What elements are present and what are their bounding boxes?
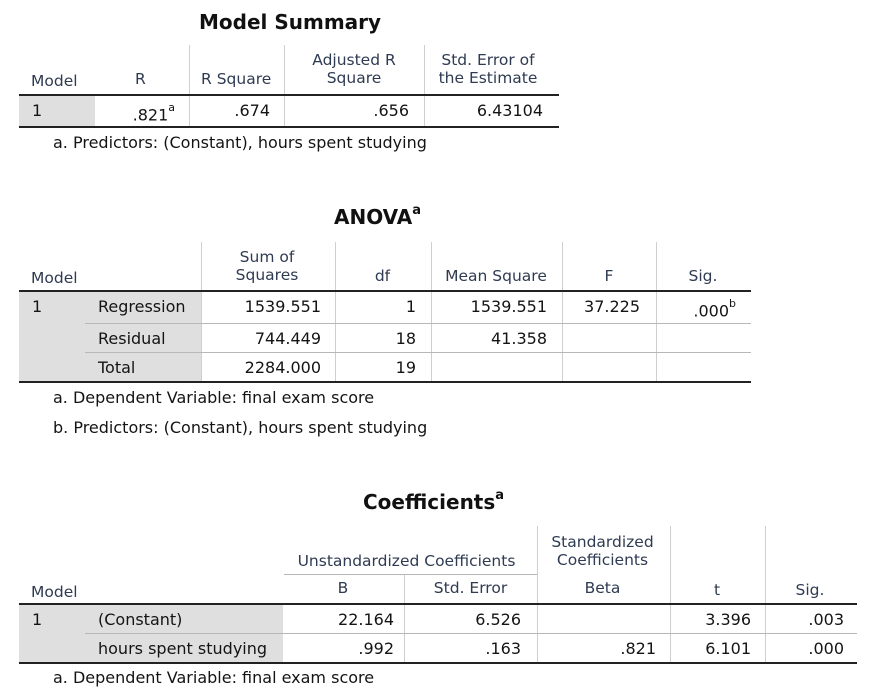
ms-cell-model: 1: [32, 101, 43, 120]
ms-cell-adjusted-r: .656: [373, 101, 409, 120]
anova-header-divider: [562, 242, 563, 290]
model-summary-title: Model Summary: [199, 10, 382, 34]
ms-header-divider: [424, 45, 425, 95]
ms-cell-r: .821$^a$: [132, 101, 175, 125]
anova-header-sum-of-squares: Sum of Squares: [235, 248, 299, 284]
coef-footnote: a. Dependent Variable: final exam score: [53, 668, 375, 687]
anova-header-sig: Sig.: [688, 267, 718, 285]
anova-cell-ms: 1539.551: [470, 297, 547, 316]
ms-header-r: R: [135, 70, 146, 88]
ms-bottom-rule: [19, 126, 559, 128]
coefficients-title: Coefficients$^a$: [363, 488, 505, 514]
anova-footnote-b: b. Predictors: (Constant), hours spent studying: [53, 418, 428, 437]
coef-cell-b: 22.164: [338, 610, 394, 629]
anova-cell-ss: 744.449: [254, 329, 321, 348]
anova-cell-df: 19: [395, 358, 416, 377]
coef-bottom-rule: [19, 662, 857, 664]
coef-cell-std-error: .163: [485, 639, 521, 658]
coef-header-beta: Beta: [584, 579, 621, 597]
coef-cell-model: 1: [32, 610, 43, 629]
coef-row-label: hours spent studying: [98, 639, 268, 658]
coef-row-label: (Constant): [98, 610, 183, 629]
ms-header-std-error: Std. Error of the Estimate: [438, 51, 538, 87]
coef-cell-std-error: 6.526: [475, 610, 521, 629]
coef-cell-t: 6.101: [705, 639, 751, 658]
anova-row-label: Total: [98, 358, 136, 377]
anova-footnote-a: a. Dependent Variable: final exam score: [53, 388, 375, 407]
anova-row-label: Residual: [98, 329, 166, 348]
anova-cell-sig: .000$^b$: [693, 297, 736, 321]
anova-cell-f: 37.225: [584, 297, 640, 316]
coef-header-model: Model: [31, 583, 78, 601]
ms-cell-r-square: .674: [234, 101, 270, 120]
ms-header-adjusted-r: Adjusted R Square: [312, 51, 396, 87]
coef-cell-b: .992: [358, 639, 394, 658]
anova-header-divider: [431, 242, 432, 290]
anova-bottom-rule: [19, 381, 751, 383]
anova-row-divider: [335, 292, 336, 382]
ms-footnote: a. Predictors: (Constant), hours spent studying: [53, 133, 427, 152]
coef-header-sig: Sig.: [795, 581, 825, 599]
anova-header-divider: [656, 242, 657, 290]
coef-header-divider: [537, 526, 538, 604]
anova-title: ANOVA$^a$: [334, 203, 422, 229]
anova-header-df: df: [374, 267, 391, 285]
anova-header-model: Model: [31, 269, 78, 287]
coef-header-divider: [404, 575, 405, 604]
anova-header-divider: [335, 242, 336, 290]
coef-header-unstandardized: Unstandardized Coefficients: [297, 552, 516, 570]
coef-header-divider: [670, 526, 671, 604]
anova-row-divider: [201, 292, 202, 382]
ms-header-divider: [189, 45, 190, 95]
ms-header-divider: [284, 45, 285, 95]
anova-cell-df: 18: [395, 329, 416, 348]
coef-header-b: B: [337, 579, 349, 597]
anova-cell-df: 1: [405, 297, 416, 316]
coef-header-divider: [765, 526, 766, 604]
ms-header-r-square: R Square: [201, 70, 272, 88]
anova-cell-ss: 1539.551: [244, 297, 321, 316]
coef-cell-sig: .000: [808, 639, 844, 658]
anova-header-divider: [201, 242, 202, 290]
anova-cell-ms: 41.358: [491, 329, 547, 348]
anova-cell-ss: 2284.000: [244, 358, 321, 377]
anova-row-rule: [85, 352, 751, 353]
ms-header-model: Model: [31, 72, 78, 90]
coef-cell-sig: .003: [808, 610, 844, 629]
coef-row-rule: [85, 633, 857, 634]
ms-cell-std-error: 6.43104: [476, 101, 543, 120]
ms-header-rule: [19, 94, 559, 96]
anova-header-mean-square: Mean Square: [445, 267, 547, 285]
ms-row-divider: [284, 96, 285, 126]
ms-row-divider: [424, 96, 425, 126]
anova-row-divider: [656, 292, 657, 382]
anova-cell-model: 1: [32, 297, 43, 316]
anova-row-divider: [431, 292, 432, 382]
anova-row-rule: [85, 323, 751, 324]
coef-header-standardized: Standardized Coefficients: [551, 533, 654, 569]
coef-header-std-error: Std. Error: [433, 579, 508, 597]
coef-cell-beta: .821: [620, 639, 656, 658]
ms-row-divider: [189, 96, 190, 126]
coef-header-group-rule: [284, 574, 537, 575]
anova-header-f: F: [604, 267, 614, 285]
coef-header-t: t: [713, 581, 721, 599]
anova-row-divider: [562, 292, 563, 382]
ms-row-label-bg: [19, 96, 95, 126]
anova-row-label: Regression: [98, 297, 186, 316]
coef-cell-t: 3.396: [705, 610, 751, 629]
